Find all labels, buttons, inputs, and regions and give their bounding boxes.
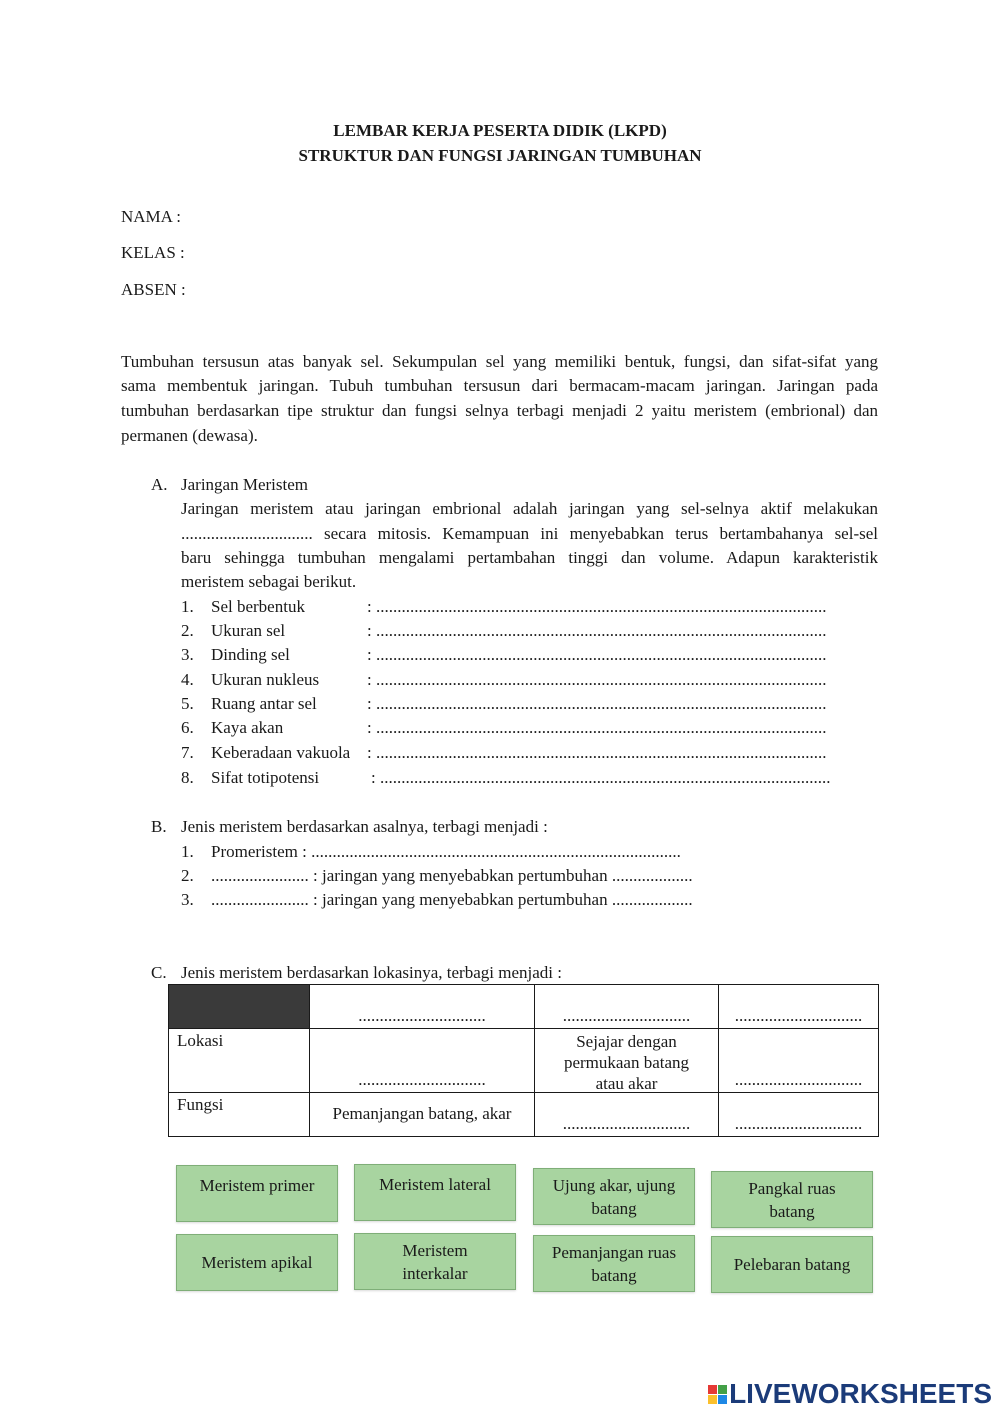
section-a-line: baru sehingga tumbuhan mengalami pertambahan tinggi dan volume. Adapun karakteristik: [181, 548, 878, 567]
intro-line: Tumbuhan tersusun atas banyak sel. Sekumpulan sel yang memiliki bentuk, fungsi, dan sifat-sifat yang: [121, 352, 878, 371]
characteristic-label: Dinding sel: [211, 645, 290, 664]
item-number: 1.: [181, 597, 194, 616]
item-number: 6.: [181, 718, 194, 737]
item-number: 7.: [181, 743, 194, 762]
answer-blank[interactable]: : ..........................................................................................................: [367, 597, 827, 616]
item-number: 5.: [181, 694, 194, 713]
section-c-title: Jenis meristem berdasarkan lokasinya, terbagi menjadi :: [181, 963, 562, 982]
item-number: 1.: [181, 842, 194, 861]
answer-blank[interactable]: : ..........................................................................................................: [367, 743, 827, 762]
logo-mark-icon: [708, 1385, 727, 1404]
lokasi-text-cell: Sejajar dengan permukaan batang atau akar: [535, 1029, 719, 1093]
header-blank-cell[interactable]: [719, 985, 879, 1029]
blank-dots: ..............................: [358, 1006, 486, 1025]
answer-tile[interactable]: Meristem primer: [176, 1165, 338, 1222]
item-number: 3.: [181, 890, 194, 909]
answer-tile[interactable]: Meristem interkalar: [354, 1233, 516, 1290]
answer-line[interactable]: ....................... : jaringan yang menyebabkan pertumbuhan ...................: [211, 890, 693, 909]
answer-tile[interactable]: Pemanjangan ruas batang: [533, 1235, 695, 1292]
section-a-line: meristem sebagai berikut.: [181, 572, 357, 591]
logo-text: LIVEWORKSHEETS: [729, 1378, 992, 1409]
header-blank-cell[interactable]: [535, 985, 719, 1029]
answer-line[interactable]: ....................... : jaringan yang menyebabkan pertumbuhan ...................: [211, 866, 693, 885]
answer-tile[interactable]: Pangkal ruas batang: [711, 1171, 873, 1228]
fungsi-blank-cell[interactable]: [535, 1093, 719, 1137]
document-subtitle: STRUKTUR DAN FUNGSI JARINGAN TUMBUHAN: [298, 146, 702, 165]
section-a-line: Jaringan meristem atau jaringan embrional adalah jaringan yang sel-selnya aktif melakukan: [181, 499, 878, 518]
characteristic-label: Sel berbentuk: [211, 597, 305, 616]
characteristic-label: Ukuran sel: [211, 621, 286, 640]
fungsi-text-cell: Pemanjangan batang, akar: [310, 1093, 535, 1137]
characteristic-label: Ruang antar sel: [211, 694, 317, 713]
header-blank-cell[interactable]: [310, 985, 535, 1029]
answer-blank[interactable]: : ..........................................................................................................: [367, 621, 827, 640]
section-b-letter: B.: [151, 817, 167, 836]
document-title: LEMBAR KERJA PESERTA DIDIK (LKPD): [333, 121, 667, 140]
characteristic-label: Keberadaan vakuola: [211, 743, 351, 762]
answer-blank[interactable]: : ..........................................................................................................: [367, 694, 827, 713]
item-number: 2.: [181, 866, 194, 885]
blank-dots: ..............................: [734, 1070, 863, 1089]
meristem-table: [168, 984, 879, 1137]
answer-blank[interactable]: : ..........................................................................................................: [367, 718, 827, 737]
blank-dots: ..............................: [358, 1070, 486, 1089]
characteristic-label: Kaya akan: [211, 718, 284, 737]
lokasi-blank-cell[interactable]: [719, 1029, 879, 1093]
section-c-letter: C.: [151, 963, 167, 982]
kelas-label: KELAS :: [121, 243, 185, 262]
item-number: 8.: [181, 768, 194, 787]
answer-line[interactable]: Promeristem : .......................................................................................: [211, 842, 681, 861]
item-number: 2.: [181, 621, 194, 640]
blank-dots: ..............................: [562, 1114, 691, 1133]
blank-dots: ..............................: [734, 1114, 863, 1133]
section-a-letter: A.: [151, 475, 168, 494]
absen-label: ABSEN :: [121, 280, 186, 299]
section-b-title: Jenis meristem berdasarkan asalnya, terbagi menjadi :: [181, 817, 548, 836]
answer-blank[interactable]: : ..........................................................................................................: [367, 645, 827, 664]
section-a-blank-line[interactable]: ............................... secara mitosis. Kemampuan ini menyebabkan terus bertambahanya sel-sel: [181, 524, 878, 543]
header-corner-cell: [169, 985, 310, 1029]
intro-line: tumbuhan berdasarkan tipe struktur dan fungsi selnya terbagi menjadi 2 yaitu meristem (embrional) dan: [121, 401, 878, 420]
fungsi-blank-cell[interactable]: [719, 1093, 879, 1137]
answer-tile[interactable]: Meristem lateral: [354, 1164, 516, 1221]
answer-tile[interactable]: Ujung akar, ujung batang: [533, 1168, 695, 1225]
answer-blank[interactable]: : ..........................................................................................................: [371, 768, 831, 787]
row-label-fungsi: Fungsi: [169, 1093, 310, 1137]
answer-blank[interactable]: : ..........................................................................................................: [367, 670, 827, 689]
intro-line: sama membentuk jaringan. Tubuh tumbuhan tersusun dari bermacam-macam jaringan. Jaringan pada: [121, 376, 878, 395]
characteristic-label: Sifat totipotensi: [211, 768, 320, 787]
item-number: 3.: [181, 645, 194, 664]
item-number: 4.: [181, 670, 194, 689]
nama-label: NAMA :: [121, 207, 181, 226]
blank-dots: ..............................: [562, 1006, 691, 1025]
answer-tile[interactable]: Meristem apikal: [176, 1234, 338, 1291]
row-label-lokasi: Lokasi: [169, 1029, 310, 1093]
intro-line: permanen (dewasa).: [121, 426, 258, 445]
liveworksheets-logo: [708, 1378, 992, 1410]
lokasi-blank-cell[interactable]: [310, 1029, 535, 1093]
characteristic-label: Ukuran nukleus: [211, 670, 320, 689]
blank-dots: ..............................: [734, 1006, 863, 1025]
answer-tile[interactable]: Pelebaran batang: [711, 1236, 873, 1293]
section-a-title: Jaringan Meristem: [181, 475, 308, 494]
